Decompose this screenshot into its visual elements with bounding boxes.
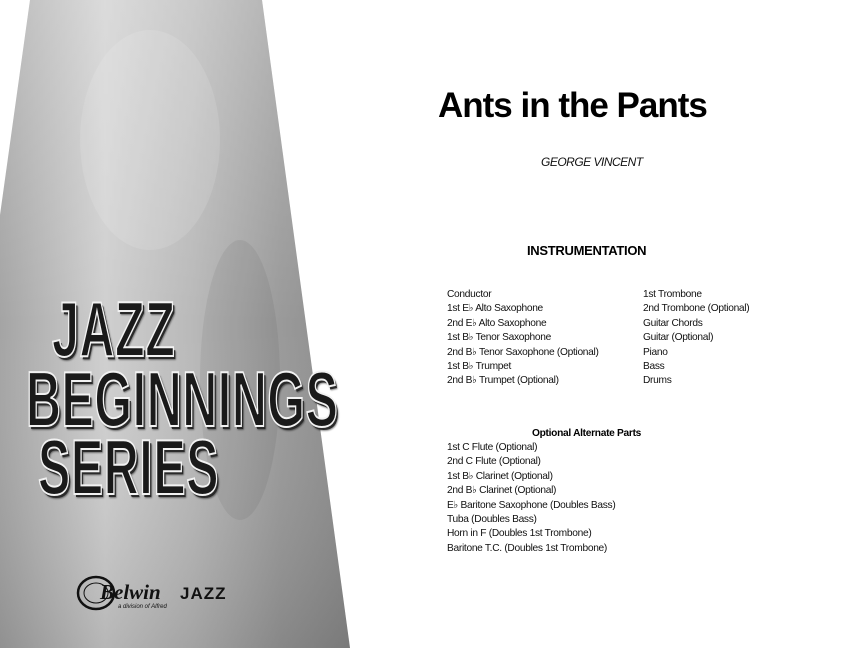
alternate-parts-heading: Optional Alternate Parts <box>532 428 642 439</box>
banner-highlight <box>80 30 220 250</box>
publisher-brand: Belwin <box>100 580 161 604</box>
composer-name: GEORGE VINCENT <box>541 155 643 169</box>
instrument-item: Guitar Chords <box>643 317 703 329</box>
alternate-part-item: 2nd C Flute (Optional) <box>447 456 541 468</box>
alternate-part-item: 1st C Flute (Optional) <box>447 442 538 453</box>
instrument-item: 1st E♭ Alto Saxophone <box>447 303 543 315</box>
instrument-item: 1st B♭ Trumpet <box>447 360 512 372</box>
instrument-item: Piano <box>643 346 668 358</box>
instrumentation-heading: INSTRUMENTATION <box>527 243 647 258</box>
alternate-parts-list <box>447 441 615 556</box>
alternate-part-item: Horn in F (Doubles 1st Trombone) <box>447 528 592 540</box>
instrument-item: 2nd B♭ Tenor Saxophone (Optional) <box>447 346 599 358</box>
alternate-part-item: 2nd B♭ Clarinet (Optional) <box>447 485 557 497</box>
instrument-item: 2nd E♭ Alto Saxophone <box>447 317 547 329</box>
instrument-item: Conductor <box>447 289 492 300</box>
alternate-part-item: Tuba (Doubles Bass) <box>447 513 537 525</box>
series-title-line-1: JAZZ <box>52 285 176 373</box>
series-title-line-3: SERIES <box>38 423 220 511</box>
instrument-item: 2nd Trombone (Optional) <box>643 303 750 315</box>
series-title-line-2: BEGINNINGS <box>26 355 339 443</box>
instrument-item: 1st Trombone <box>643 289 702 300</box>
instrument-item: 2nd B♭ Trumpet (Optional) <box>447 375 559 387</box>
instrumentation-left-column <box>447 288 599 389</box>
publisher-suffix: JAZZ <box>180 584 227 603</box>
instrument-item: 1st B♭ Tenor Saxophone <box>447 332 551 344</box>
alternate-part-item: 1st B♭ Clarinet (Optional) <box>447 470 553 482</box>
instrumentation-right-column <box>643 288 749 389</box>
piece-title: Ants in the Pants <box>438 86 707 125</box>
publisher-subline: a division of Alfred <box>118 604 167 610</box>
instrument-item: Guitar (Optional) <box>643 332 714 344</box>
instrument-item: Drums <box>643 375 672 387</box>
alternate-part-item: E♭ Baritone Saxophone (Doubles Bass) <box>447 499 616 511</box>
alternate-part-item: Baritone T.C. (Doubles 1st Trombone) <box>447 542 608 554</box>
instrument-item: Bass <box>643 360 665 372</box>
